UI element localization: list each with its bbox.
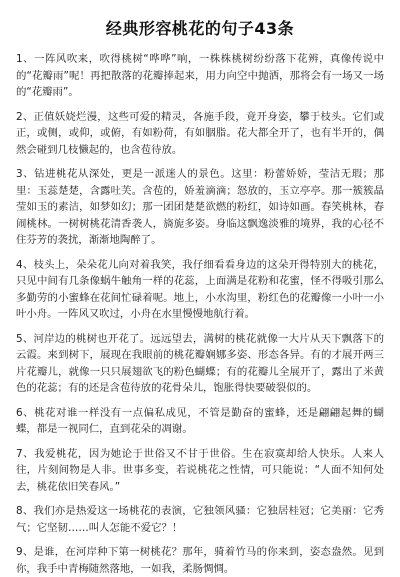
paragraph-4 bbox=[16, 257, 384, 323]
paragraph-9 bbox=[16, 544, 384, 577]
paragraph-number: 3、 bbox=[16, 168, 35, 180]
article-title: 经典形容桃花的句子43条 bbox=[105, 19, 295, 38]
paragraph-2 bbox=[16, 109, 384, 159]
paragraph-number: 5、 bbox=[16, 332, 34, 345]
paragraph-text: 一阵风吹来，吹得桃树“哗哗”响，一株株桃树纷纷落下花辨，真像传说中的“花瓣雨”呢！再把散落的花瓣捧起来，用力向空中抛洒，那将会有一场又一场的“花瓣雨”。 bbox=[16, 53, 384, 98]
paragraph-number: 1、 bbox=[16, 53, 35, 65]
paragraph-number: 2、 bbox=[16, 110, 34, 123]
paragraph-text: 我爱桃花，因为她论于世俗又不甘于世俗。生在寂寞却给人快乐。人来人往，片刻间物是人非。世事多变，若说桃花之性情，可只能说：“人面不知何处去，桃花依旧笑春风。” bbox=[16, 447, 384, 493]
paragraph-text: 正值妖娆烂漫，这些可爱的精灵，各施手段，竟开身姿，攀于枝头。它们或正，或侧，或仰，或俯，有如粉荷，有如胭脂。花大都全开了，也有半开的，偶然会碰到几枝懒起的，也含苞待放。 bbox=[16, 110, 384, 156]
paragraph-3 bbox=[16, 166, 384, 249]
paragraph-text: 钻进桃花从深处，更是一派迷人的景色。这里：粉蕾娇娇，莹洁无瑕；那里：玉蕊楚楚，含露吐芙。含苞的，娇羞滴滴；怒放的，玉立亭亭。那一簇簇晶莹如玉的素洁，如梦如幻；那一团团楚楚欲燃的粉红，如诗如画。春笑桃林，春闹桃林。一树树桃花清香袭人，旖旎多姿。身临这飘逸淡雅的境界，我的心径不住芬芳的袭扰，渐渐地陶醉了。 bbox=[16, 168, 384, 246]
paragraph-text: 枝头上，朵朵花儿向对着我笑，我仔细看看身边的这朵开得特别大的桃花，只见中间有几条像蜗牛触角一样的花蕊，上面满是花粉和花蜜，怪不得吸引那么多勤劳的小蜜蜂在花间忙碌着呢。地上，小水沟里，粉红色的花瓣像一小叶一小叶小舟。一阵风又吹过，小舟在水里慢慢地航行着。 bbox=[16, 258, 384, 320]
paragraph-8 bbox=[16, 503, 384, 536]
paragraph-number: 7、 bbox=[16, 447, 35, 460]
paragraph-7 bbox=[16, 446, 384, 496]
paragraph-text: 我们亦是热爱这一场桃花的表演，它独领风骚：它独居桂冠；它美丽：它秀气；它坚韧……叫人怎能不爱它？！ bbox=[16, 505, 384, 534]
paragraph-5 bbox=[16, 331, 384, 397]
paragraph-number: 4、 bbox=[16, 258, 34, 271]
paragraph-number: 6、 bbox=[16, 406, 35, 419]
paragraph-number: 8、 bbox=[16, 505, 34, 517]
paragraph-6 bbox=[16, 405, 384, 438]
paragraph-text: 河岸边的桃树也开花了。远远望去，满树的桃花就像一大片从天下飘落下的云霞。来到树下，展现在我眼前的桃花瓣娴娜多姿、形态各异。有的才展开两三片花瓣儿，就像一只只展翅欲飞的粉色蝴蝶；有的花瓣儿全展开了，露出了米黄色的花蕊；有的还是含苞待放的花骨朵儿，饱胀得快要破裂似的。 bbox=[16, 332, 384, 394]
paragraph-text: 桃花对谁一样没有一点偏私成见，不管是勤奋的蜜蜂，还是翩翩起舞的蝴蝶，都是一视同仁，直到花朵的凋谢。 bbox=[16, 406, 384, 435]
paragraph-number: 9、 bbox=[16, 546, 34, 558]
paragraph-1 bbox=[16, 51, 384, 101]
paragraph-text: 是谁，在河岸种下第一树桃花？那年，骑着竹马的你来到，姿态盎然。见到你，我手中青梅随然落地，一如我，柔肠惆惆。 bbox=[16, 546, 384, 575]
